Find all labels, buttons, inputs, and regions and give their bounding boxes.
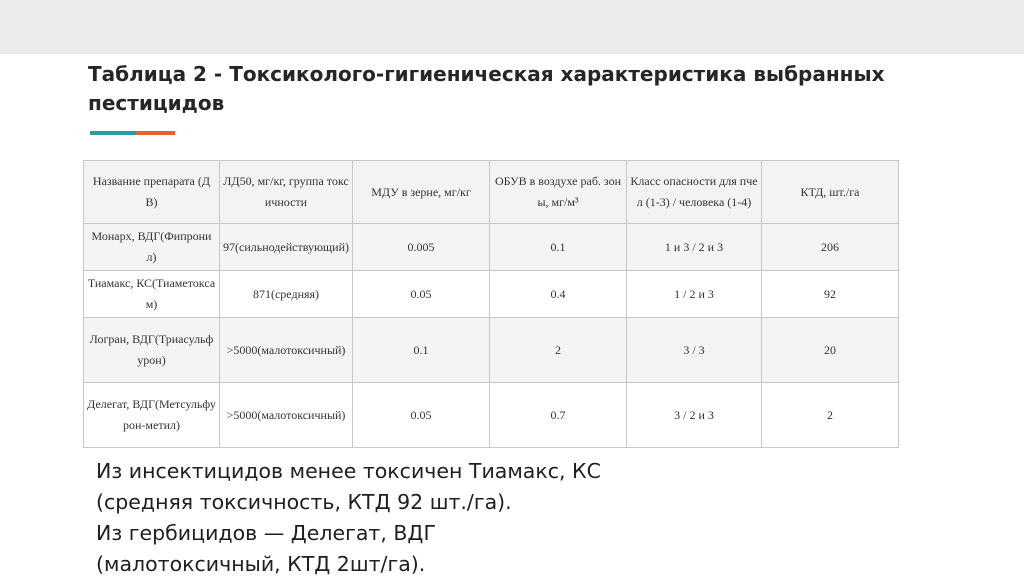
accent-bar-teal [90,131,136,135]
cell-drug-name: Логран, ВДГ(Триасульфурон) [84,318,220,383]
cell-obuv: 0.1 [490,224,627,271]
summary-line: (малотоксичный, КТД 2шт/га). [96,552,426,576]
table-row [84,318,899,383]
cell-drug-name: Делегат, ВДГ(Метсульфурон-метил) [84,383,220,448]
cell-mdu: 0.05 [353,271,490,318]
table-row [84,271,899,318]
accent-bar-orange [136,131,175,135]
summary-line: Из гербицидов — Делегат, ВДГ [96,521,436,545]
table-header-row [84,161,899,224]
cell-obuv: 0.7 [490,383,627,448]
header-hazard-class: Класс опасности для пчел (1-3) / человека (1-4) [627,161,762,224]
cell-ktd: 20 [762,318,899,383]
summary-text [96,456,956,580]
summary-line: Из инсектицидов менее токсичен Тиамакс, КС [96,459,601,483]
cell-hazard-class: 1 и 3 / 2 и 3 [627,224,762,271]
header-obuv: ОБУВ в воздухе раб. зоны, мг/м³ [490,161,627,224]
cell-ktd: 2 [762,383,899,448]
cell-ktd: 206 [762,224,899,271]
pesticide-table [83,160,899,448]
cell-mdu: 0.1 [353,318,490,383]
cell-hazard-class: 3 / 2 и 3 [627,383,762,448]
cell-drug-name: Монарх, ВДГ(Фипронил) [84,224,220,271]
cell-mdu: 0.005 [353,224,490,271]
table-row [84,224,899,271]
table-row [84,383,899,448]
header-mdu: МДУ в зерне, мг/кг [353,161,490,224]
cell-ld50: >5000(малотоксичный) [220,318,353,383]
top-band [0,0,1024,54]
summary-line: (средняя токсичность, КТД 92 шт./га). [96,490,512,514]
header-drug-name: Название препарата (ДВ) [84,161,220,224]
slide-title: Таблица 2 - Токсиколого-гигиеническая характеристика выбранных пестицидов [88,62,885,115]
cell-obuv: 2 [490,318,627,383]
cell-mdu: 0.05 [353,383,490,448]
cell-ld50: >5000(малотоксичный) [220,383,353,448]
cell-hazard-class: 3 / 3 [627,318,762,383]
cell-obuv: 0.4 [490,271,627,318]
cell-drug-name: Тиамакс, КС(Тиаметоксам) [84,271,220,318]
header-ld50: ЛД50, мг/кг, группа токсичности [220,161,353,224]
cell-hazard-class: 1 / 2 и 3 [627,271,762,318]
cell-ld50: 871(средняя) [220,271,353,318]
header-ktd: КТД, шт./га [762,161,899,224]
cell-ktd: 92 [762,271,899,318]
cell-ld50: 97(сильнодействующий) [220,224,353,271]
